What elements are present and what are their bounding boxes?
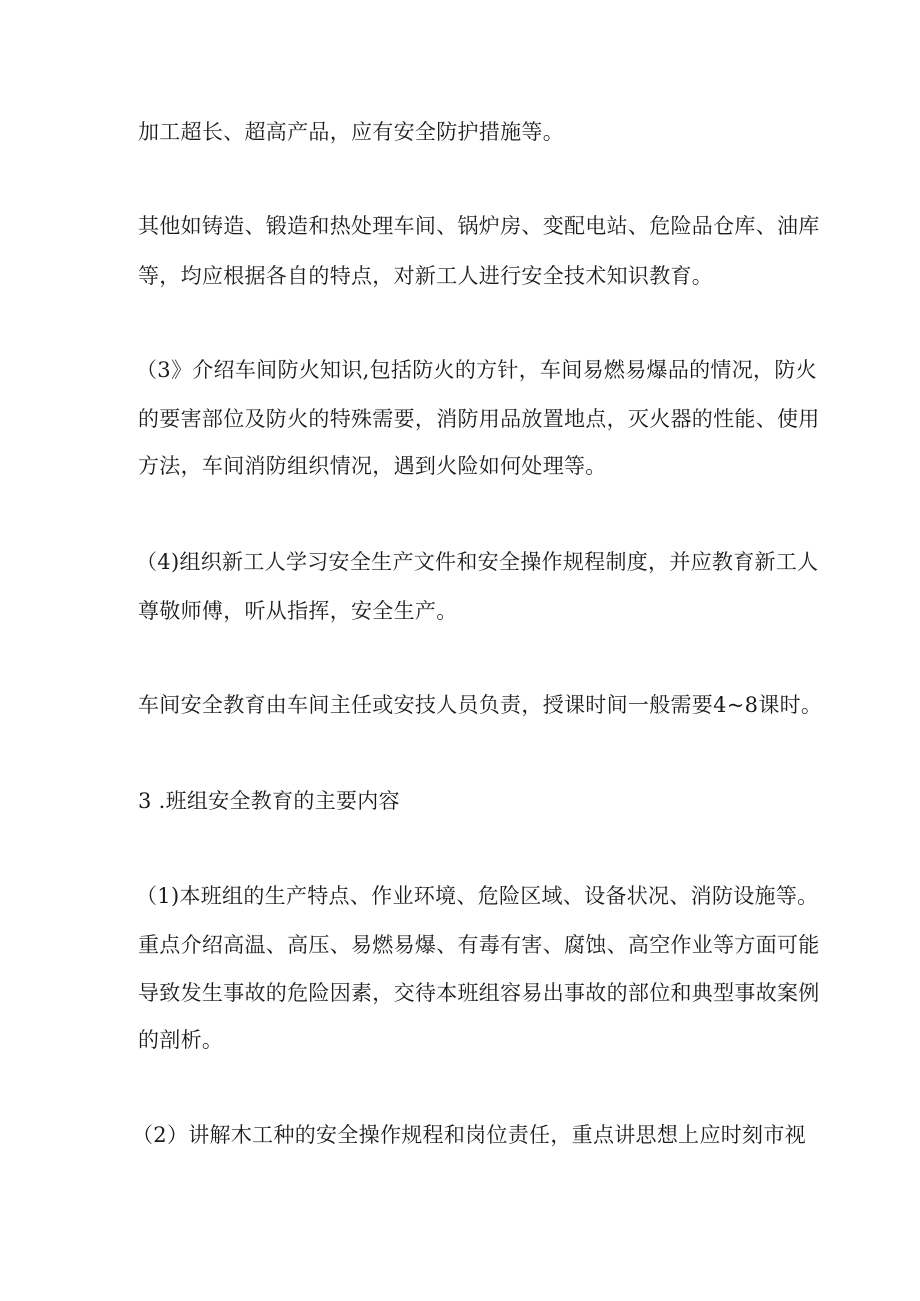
paragraph-line: 的要害部位及防火的特殊需要，消防用品放置地点，灭火器的性能、使用 <box>138 407 820 431</box>
paragraph-line: 加工超长、超高产品，应有安全防护措施等。 <box>138 120 564 144</box>
heading-line: 3 .班组安全教育的主要内容 <box>138 789 400 813</box>
paragraph-line: （4)组织新工人学习安全生产文件和安全操作规程制度，并应教育新工人 <box>136 550 819 574</box>
paragraph-line: 导致发生事故的危险因素，交待本班组容易出事故的部位和典型事故案例 <box>138 981 820 1005</box>
paragraph-line: 的剖析。 <box>138 1028 224 1052</box>
paragraph-line: 方法，车间消防组织情况，遇到火险如何处理等。 <box>138 454 607 478</box>
paragraph-line: 其他如铸造、锻造和热处理车间、锅炉房、变配电站、危险品仓库、油库 <box>138 214 820 238</box>
paragraph-line: 车间安全教育由车间主任或安技人员负责，授课时间一般需要4~8课时。 <box>138 693 823 717</box>
paragraph-line: （1)本班组的生产特点、作业环境、危险区域、设备状况、消防设施等。 <box>136 884 819 908</box>
paragraph-line: 等，均应根据各自的特点，对新工人进行安全技术知识教育。 <box>138 264 714 288</box>
paragraph-line: 重点介绍高温、高压、易燃易爆、有毒有害、腐蚀、高空作业等方面可能 <box>138 933 820 957</box>
paragraph-line: （3》介绍车间防火知识,包括防火的方针，车间易燃易爆品的情况，防火 <box>136 358 817 382</box>
paragraph-line: 尊敬师傅，听从指挥，安全生产。 <box>138 599 458 623</box>
paragraph-line: （2）讲解木工种的安全操作规程和岗位责任，重点讲思想上应时刻市视 <box>132 1123 806 1147</box>
